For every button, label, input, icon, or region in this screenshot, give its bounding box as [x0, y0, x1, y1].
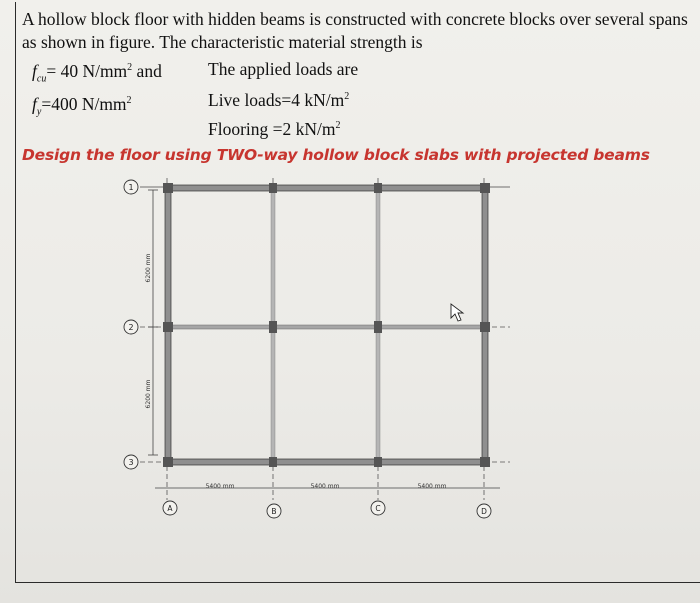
grid-row-marker-3 [124, 455, 138, 469]
grid-row-marker-1 [124, 180, 138, 194]
beam-row-2 [170, 325, 482, 329]
svg-text:3: 3 [128, 458, 134, 467]
mouse-pointer-icon [451, 304, 463, 321]
svg-text:C: C [375, 504, 381, 513]
grid-col-marker-b [267, 504, 281, 518]
live-load: Live loads=4 kN/m [208, 90, 345, 110]
design-task: Design the floor using TWO-way hollow block slabs with projected beams [22, 146, 650, 164]
flooring-load-power: 2 [335, 120, 341, 131]
fy-value: =400 N/mm [41, 94, 127, 114]
grid-col-marker-a [163, 501, 177, 515]
fy-symbol: f [32, 94, 37, 114]
grid-col-marker-c [371, 501, 385, 515]
fcu-power: 2 [127, 62, 133, 73]
dim-y-1: 6200 mm [145, 253, 152, 283]
grid-row-marker-2 [124, 320, 138, 334]
svg-text:D: D [481, 507, 487, 516]
fcu-symbol: f [32, 61, 37, 81]
dim-x-2: 5400 mm [310, 483, 340, 490]
svg-text:2: 2 [128, 323, 134, 332]
grid-col-marker-d [477, 504, 491, 518]
fcu-suffix: and [132, 61, 162, 81]
dim-x-1: 5400 mm [205, 483, 235, 490]
fcu-subscript: cu [36, 73, 47, 85]
svg-text:B: B [271, 507, 277, 516]
svg-text:A: A [167, 504, 173, 513]
loads-heading: The applied loads are [208, 59, 359, 79]
problem-intro: A hollow block floor with hidden beams is constructed with concrete blocks over several spans as shown in figure. The characteristic material strength is [22, 9, 688, 52]
fy-subscript: y [36, 106, 42, 118]
fy-power: 2 [126, 95, 132, 106]
fcu-value: = 40 N/mm [46, 61, 128, 81]
live-load-power: 2 [344, 91, 350, 102]
dim-y-2: 6200 mm [145, 379, 152, 409]
svg-text:1: 1 [128, 183, 134, 192]
flooring-load: Flooring =2 kN/m [208, 119, 336, 139]
dim-x-3: 5400 mm [417, 483, 447, 490]
